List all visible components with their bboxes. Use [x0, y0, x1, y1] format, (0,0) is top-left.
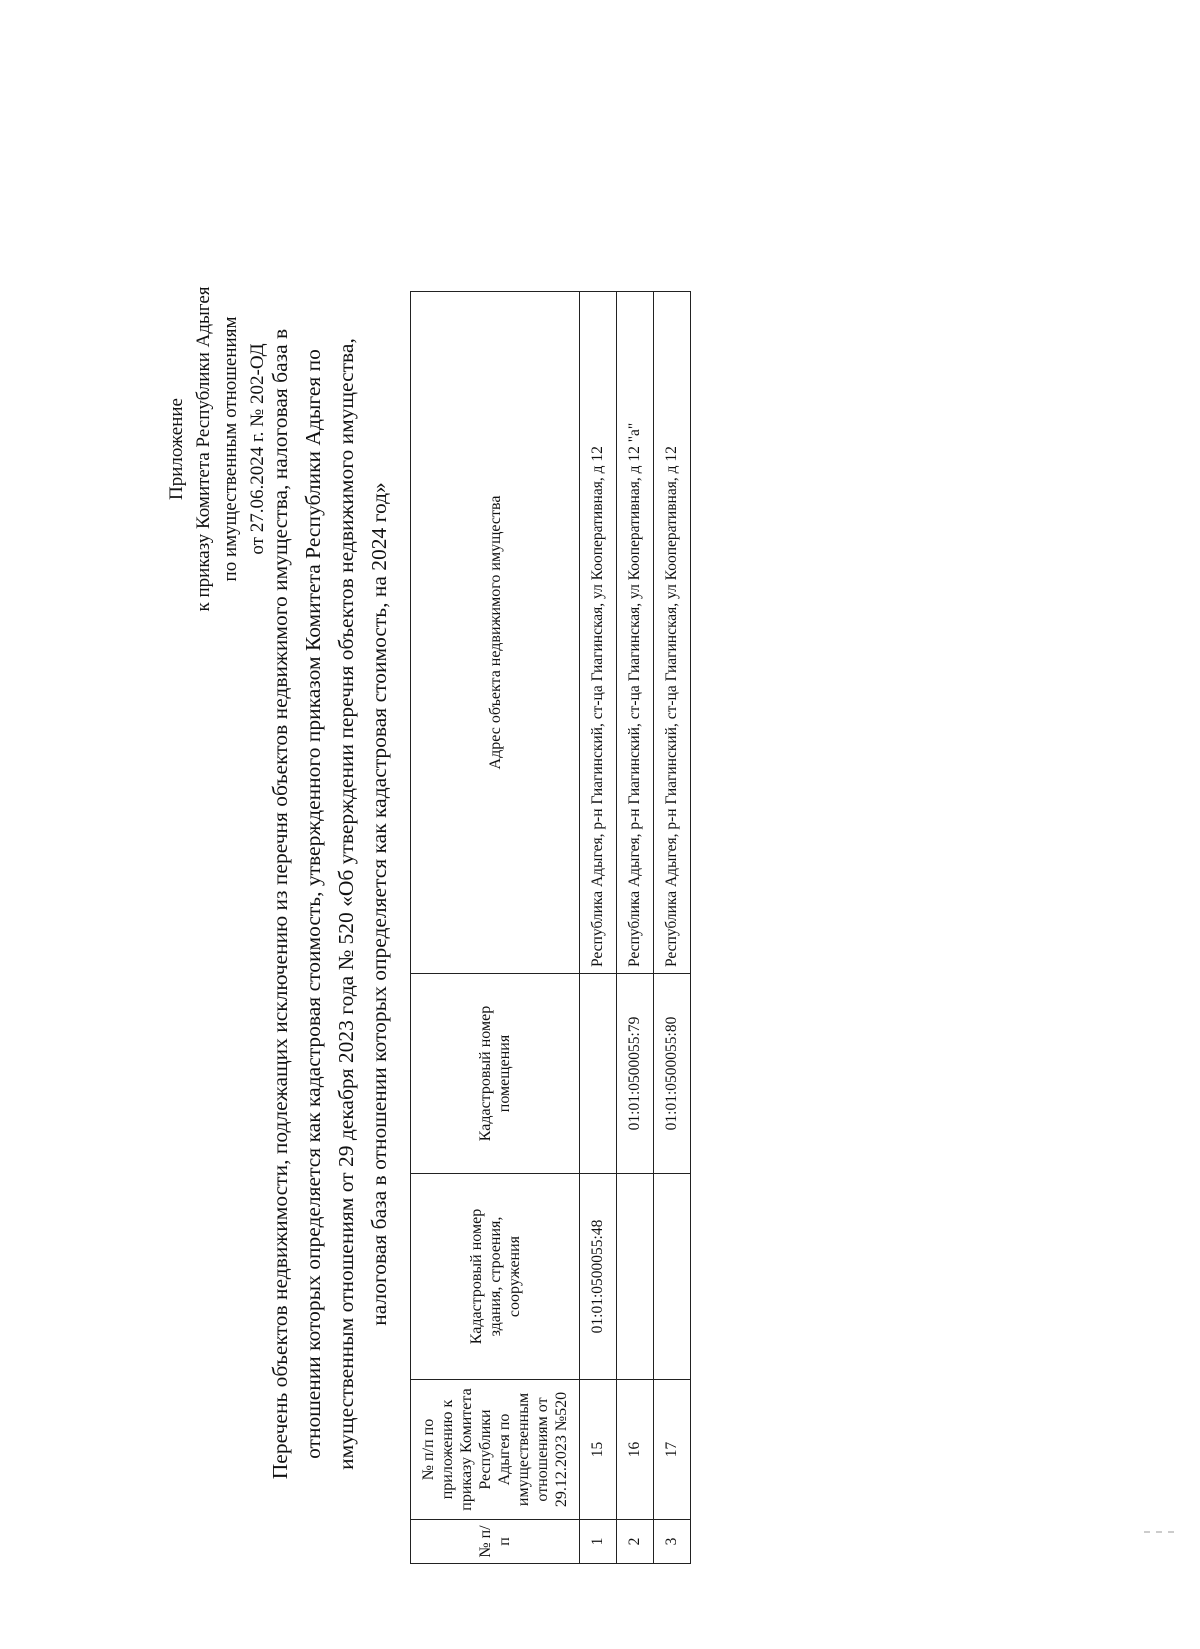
header-building-cadastral-number: Кадастровый номер здания, строения, сооружения [411, 1174, 580, 1380]
appendix-committee: по имущественным отношениям [220, 316, 241, 582]
cell-address: Республика Адыгея, р-н Гиагинский, ст-ца Гиагинская, ул Кооперативная, д 12 "а" [617, 292, 654, 974]
document-title [264, 249, 396, 1559]
cell-row-number: 3 [654, 1520, 691, 1564]
table-row [617, 292, 654, 1564]
header-row-number: № п/п [411, 1520, 580, 1564]
appendix-header [163, 169, 271, 729]
cell-building-cadastral-number: 01:01:0500055:48 [580, 1174, 617, 1380]
document-title-line: имущественным отношениям от 29 декабря 2023 года № 520 «Об утверждении перечня объектов недвижимого имущества, [334, 338, 358, 1470]
document-title-line: отношении которых определяется как кадастровая стоимость, утвержденного приказом Комитета Республики Адыгея по [301, 349, 325, 1459]
cell-building-cadastral-number [654, 1174, 691, 1380]
table-header-row [411, 292, 580, 1564]
header-reference-number: № п/п по приложению к приказу Комитета Республики Адыгея по имущественным отношениям от 29.12.2023 №520 [411, 1380, 580, 1520]
property-table [410, 291, 691, 1564]
document-title-line: налоговая база в отношении которых определяется как кадастровая стоимость, на 2024 год» [367, 482, 391, 1326]
document-title-line: Перечень объектов недвижимости, подлежащих исключению из перечня объектов недвижимого имущества, налоговая база в [268, 328, 292, 1480]
cell-row-number: 1 [580, 1520, 617, 1564]
scan-artifact-mark [1144, 1531, 1178, 1533]
cell-premises-cadastral-number: 01:01:0500055:79 [617, 974, 654, 1174]
cell-reference-number: 17 [654, 1380, 691, 1520]
appendix-order-date: от 27.06.2024 г. № 202-ОД [247, 343, 268, 555]
cell-reference-number: 16 [617, 1380, 654, 1520]
cell-row-number: 2 [617, 1520, 654, 1564]
table-row [654, 292, 691, 1564]
cell-premises-cadastral-number [580, 974, 617, 1174]
appendix-order-ref: к приказу Комитета Республики Адыгея [193, 286, 214, 612]
table-row [580, 292, 617, 1564]
header-address: Адрес объекта недвижимого имущества [411, 292, 580, 974]
cell-address: Республика Адыгея, р-н Гиагинский, ст-ца Гиагинская, ул Кооперативная, д 12 [580, 292, 617, 974]
cell-building-cadastral-number [617, 1174, 654, 1380]
cell-address: Республика Адыгея, р-н Гиагинский, ст-ца Гиагинская, ул Кооперативная, д 12 [654, 292, 691, 974]
cell-premises-cadastral-number: 01:01:0500055:80 [654, 974, 691, 1174]
header-premises-cadastral-number: Кадастровый номер помещения [411, 974, 580, 1174]
cell-reference-number: 15 [580, 1380, 617, 1520]
appendix-label: Приложение [166, 398, 187, 500]
rotated-document-sheet [10, 89, 1110, 1649]
